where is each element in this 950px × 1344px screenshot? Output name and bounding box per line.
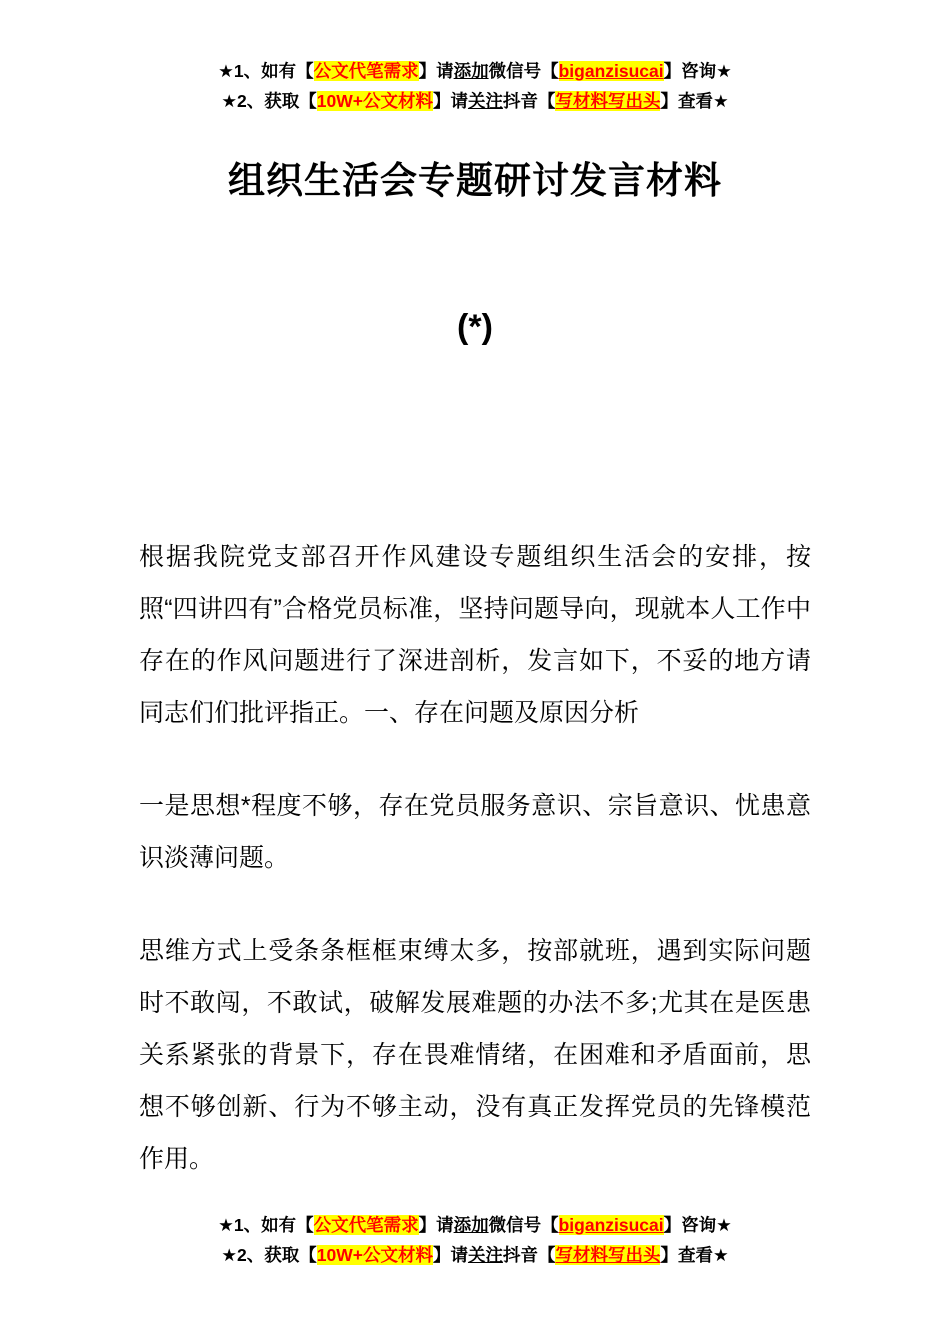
promo-text: 抖音【 (502, 91, 556, 111)
promo-text: ★1、如有【 (218, 1215, 314, 1235)
promo-text: 】请 (418, 61, 454, 81)
promo-text: 】咨询★ (663, 1215, 732, 1235)
paragraph: 根据我院党支部召开作风建设专题组织生活会的安排，按照“四讲四有”合格党员标准，坚持问题导向，现就本人工作中存在的作风问题进行了深进剖析，发言如下，不妥的地方请同志们们批评指正。一、存在问题及原因分析 (139, 543, 811, 727)
promo-text: ★1、如有【 (218, 61, 314, 81)
promo-text: ★2、获取【 (221, 91, 317, 111)
promo-line-2 (0, 86, 950, 116)
douyin-id-link[interactable]: 写材料写出头 (555, 1245, 661, 1265)
promo-line-1 (0, 56, 950, 86)
promo-line-1 (0, 1210, 950, 1240)
highlighted-keyword: 公文代笔需求 (313, 61, 419, 81)
douyin-id-link[interactable]: 写材料写出头 (555, 91, 661, 111)
promo-text: 】查看★ (660, 1245, 729, 1265)
highlighted-keyword: 10W+公文材料 (316, 1245, 433, 1265)
page-title: 组织生活会专题研讨发言材料 (228, 160, 722, 201)
subtitle-placeholder: (*) (457, 308, 493, 346)
promo-banner-bottom (0, 1210, 950, 1270)
promo-text: 抖音【 (502, 1245, 556, 1265)
promo-text: 】请 (418, 1215, 454, 1235)
paragraph: 思维方式上受条条框框束缚太多，按部就班，遇到实际问题时不敢闯，不敢试，破解发展难题的办法不多;尤其在是医患关系紧张的背景下，存在畏难情绪，在困难和矛盾面前，思想不够创新、行为不够主动，没有真正发挥党员的先锋模范作用。 (139, 937, 811, 1173)
underlined-keyword: 关注 (467, 1245, 503, 1265)
promo-line-2 (0, 1240, 950, 1270)
underlined-keyword: 关注 (467, 91, 503, 111)
promo-text: 】咨询★ (663, 61, 732, 81)
underlined-keyword: 添加 (453, 1215, 489, 1235)
promo-text: 微信号【 (488, 1215, 559, 1235)
highlighted-keyword: 公文代笔需求 (313, 1215, 419, 1235)
promo-text: 微信号【 (488, 61, 559, 81)
promo-text: 】请 (432, 91, 468, 111)
wechat-id-link[interactable]: biganzisucai (558, 61, 664, 81)
wechat-id-link[interactable]: biganzisucai (558, 1215, 664, 1235)
promo-text: 】请 (432, 1245, 468, 1265)
promo-banner-top (0, 0, 950, 116)
promo-text: 】查看★ (660, 91, 729, 111)
highlighted-keyword: 10W+公文材料 (316, 91, 433, 111)
underlined-keyword: 添加 (453, 61, 489, 81)
document-body (139, 531, 811, 1185)
paragraph: 一是思想*程度不够，存在党员服务意识、宗旨意识、忧患意识淡薄问题。 (139, 792, 811, 872)
promo-text: ★2、获取【 (221, 1245, 317, 1265)
